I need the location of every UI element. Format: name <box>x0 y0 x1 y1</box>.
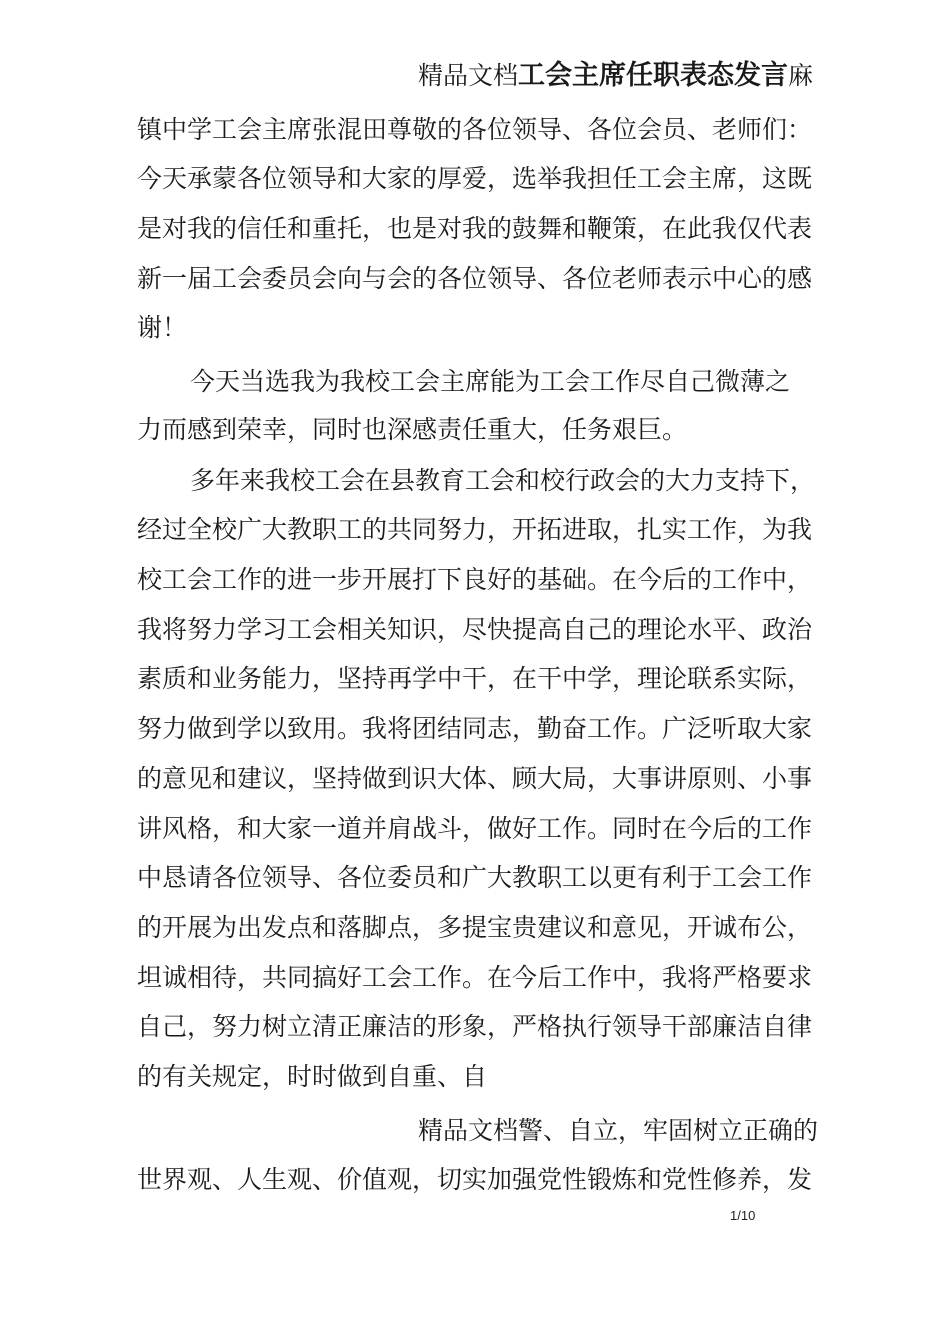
text-line: 精品文档警、自立，牢固树立正确的 <box>418 1116 819 1145</box>
text-line: 讲风格，和大家一道并肩战斗，做好工作。同时在今后的工作 <box>137 814 813 843</box>
text-line: 的有关规定，时时做到自重、自 <box>137 1062 488 1091</box>
text-line: 经过全校广大教职工的共同努力，开拓进取，扎实工作，为我 <box>137 515 813 544</box>
header-prefix: 精品文档 <box>418 61 519 90</box>
text-line: 世界观、人生观、价值观，切实加强党性锻炼和党性修养，发 <box>137 1165 813 1194</box>
text-line: 的开展为出发点和落脚点，多提宝贵建议和意见，开诚布公， <box>137 913 813 942</box>
header-continuation: 麻 <box>788 61 814 90</box>
text-line: 多年来我校工会在县教育工会和校行政会的大力支持下， <box>190 466 816 495</box>
text-line: 校工会工作的进一步开展打下良好的基础。在今后的工作中， <box>137 565 813 594</box>
document-title: 工会主席任职表态发言 <box>518 60 789 91</box>
text-line: 新一届工会委员会向与会的各位领导、各位老师表示中心的感 <box>137 264 813 293</box>
text-line: 我将努力学习工会相关知识，尽快提高自己的理论水平、政治 <box>137 615 813 644</box>
text-line: 镇中学工会主席张混田尊敬的各位领导、各位会员、老师们： <box>137 115 813 144</box>
text-line: 素质和业务能力，坚持再学中干，在干中学，理论联系实际， <box>137 664 813 693</box>
text-line: 自己，努力树立清正廉洁的形象，严格执行领导干部廉洁自律 <box>137 1012 813 1041</box>
text-line: 今天当选我为我校工会主席能为工会工作尽自己微薄之 <box>190 367 791 396</box>
text-line: 力而感到荣幸，同时也深感责任重大，任务艰巨。 <box>137 415 688 444</box>
text-line: 坦诚相待，共同搞好工会工作。在今后工作中，我将严格要求 <box>137 963 813 992</box>
text-line: 今天承蒙各位领导和大家的厚爱，选举我担任工会主席，这既 <box>137 164 813 193</box>
page-number: 1/10 <box>730 1208 756 1223</box>
text-line: 是对我的信任和重托，也是对我的鼓舞和鞭策，在此我仅代表 <box>137 214 813 243</box>
text-line: 谢！ <box>137 313 188 342</box>
text-line: 努力做到学以致用。我将团结同志，勤奋工作。广泛听取大家 <box>137 714 813 743</box>
text-line: 的意见和建议，坚持做到识大体、顾大局，大事讲原则、小事 <box>137 764 813 793</box>
header-line <box>418 60 813 92</box>
text-line: 中恳请各位领导、各位委员和广大教职工以更有利于工会工作 <box>137 863 813 892</box>
